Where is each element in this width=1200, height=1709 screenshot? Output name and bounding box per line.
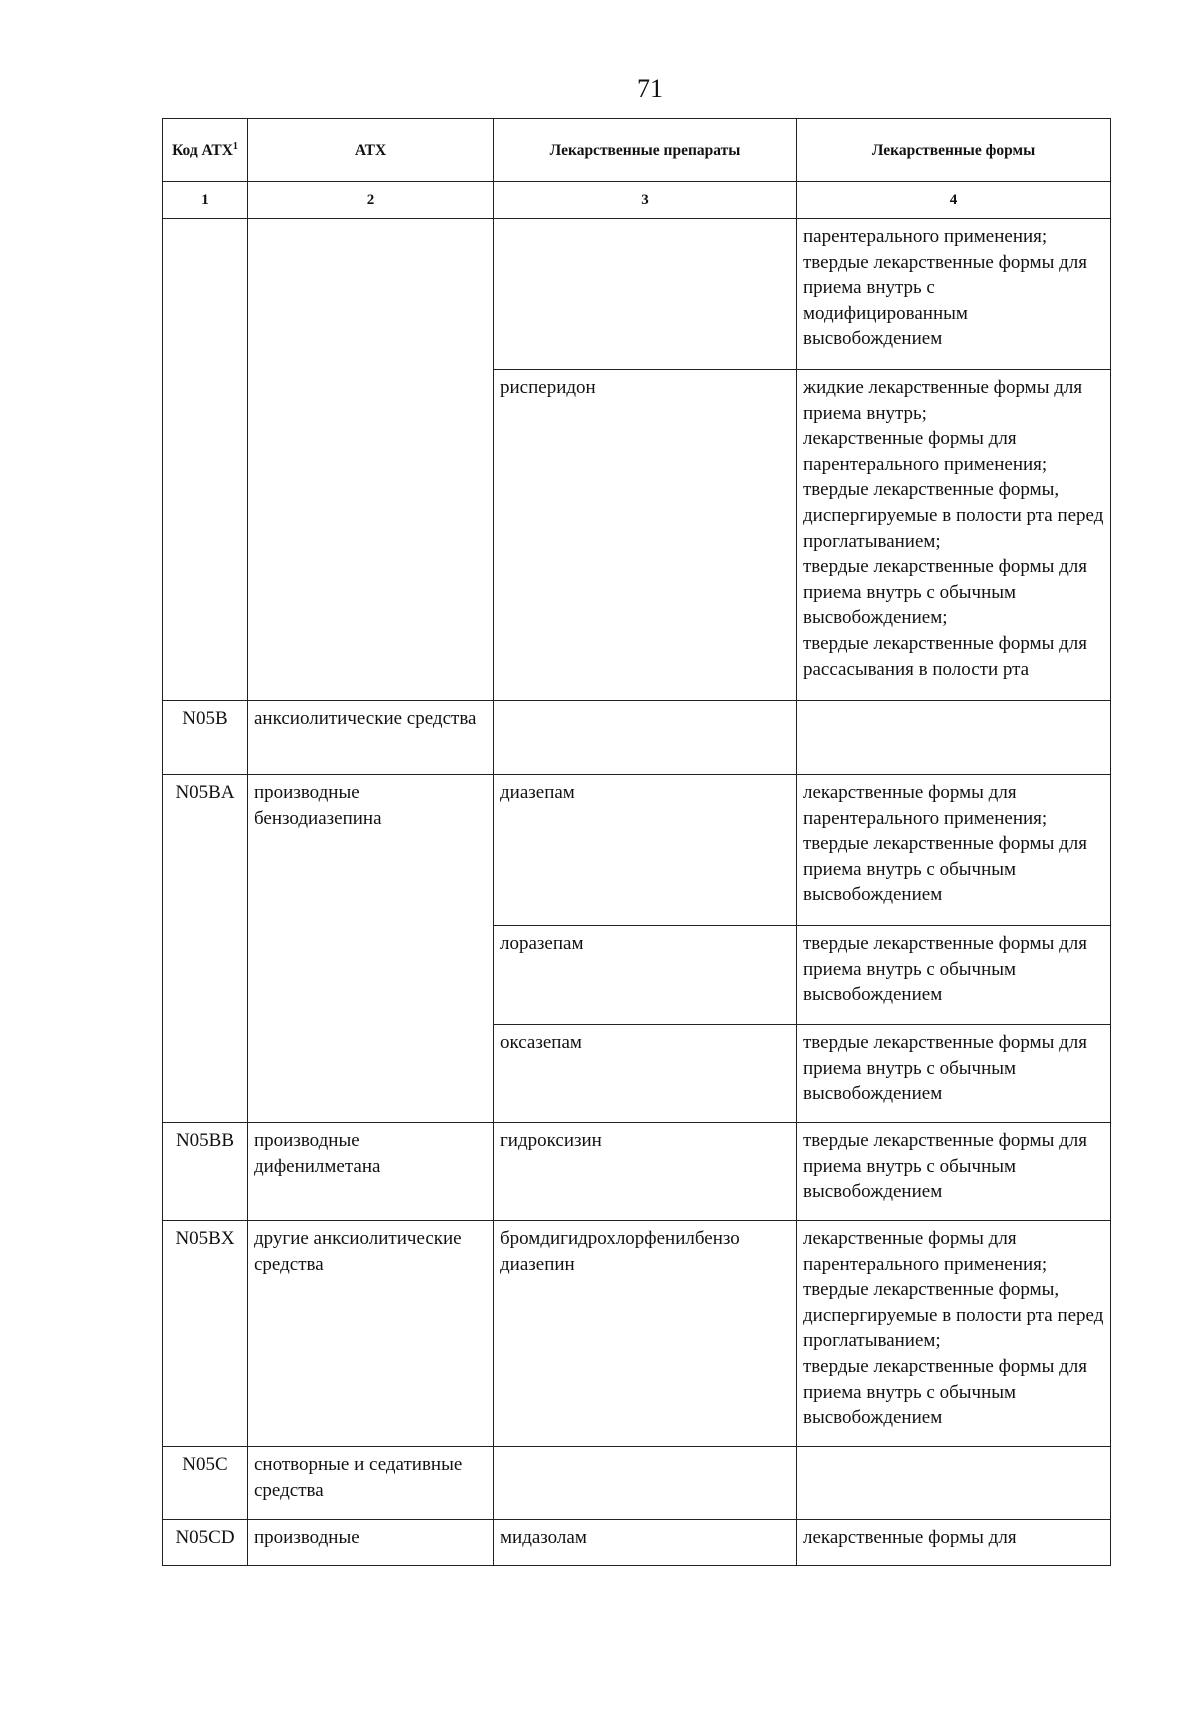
drug-cell: рисперидон: [494, 370, 797, 701]
atc-drug-table: [162, 118, 1111, 1566]
code-cell: N05CD: [163, 1520, 248, 1566]
atc-cell: [248, 219, 494, 701]
form-item: твердые лекарственные формы для приема внутрь с обычным высвобождением: [803, 1032, 1088, 1105]
form-item: твердые лекарственные формы для приема внутрь с модифицированным высвобождением: [803, 251, 1088, 350]
header-code: Код АТХ$^1$: [163, 119, 248, 182]
forms-cell: [797, 1447, 1111, 1520]
drug-cell: мидазолам: [494, 1520, 797, 1566]
footnote-marker: 1: [232, 140, 238, 152]
atc-cell: снотворные и седативные средства: [248, 1447, 494, 1520]
drug-cell: лоразепам: [494, 926, 797, 1025]
drug-cell: [494, 701, 797, 775]
drug-cell: оксазепам: [494, 1025, 797, 1123]
table-row: [163, 1221, 1111, 1447]
table-row: [163, 775, 1111, 926]
header-atc: АТХ: [248, 119, 494, 182]
drug-cell: гидроксизин: [494, 1123, 797, 1221]
column-number-row: [163, 182, 1111, 219]
forms-cell: [797, 775, 1111, 926]
form-item: твердые лекарственные формы для приема внутрь с обычным высвобождением: [803, 933, 1088, 1006]
form-item: твердые лекарственные формы для рассасывания в полости рта: [803, 632, 1088, 680]
drug-cell: бромдигидрохлорфенилбензо диазепин: [494, 1221, 797, 1447]
forms-cell: [797, 926, 1111, 1025]
atc-cell: производные дифенилметана: [248, 1123, 494, 1221]
table-row: [163, 1520, 1111, 1566]
code-cell: N05C: [163, 1447, 248, 1520]
form-item: твердые лекарственные формы, диспергируемые в полости рта перед проглатыванием;: [803, 479, 1104, 552]
atc-cell: производные бензодиазепина: [248, 775, 494, 1123]
form-item: твердые лекарственные формы, диспергируемые в полости рта перед проглатыванием;: [803, 1279, 1104, 1352]
header-forms: Лекарственные формы: [797, 119, 1111, 182]
forms-cell: [797, 1123, 1111, 1221]
form-item: твердые лекарственные формы для приема внутрь с обычным высвобождением: [803, 1130, 1088, 1203]
code-cell: [163, 219, 248, 701]
drug-cell: [494, 219, 797, 370]
forms-cell: [797, 219, 1111, 370]
atc-cell: другие анксиолитические средства: [248, 1221, 494, 1447]
column-number: 4: [797, 182, 1111, 219]
form-item: жидкие лекарственные формы для приема внутрь;: [803, 377, 1083, 424]
atc-cell: анксиолитические средства: [248, 701, 494, 775]
forms-cell: [797, 1520, 1111, 1566]
atc-cell: производные: [248, 1520, 494, 1566]
code-cell: N05B: [163, 701, 248, 775]
page-number: 71: [637, 74, 663, 103]
form-item: парентерального применения;: [803, 226, 1048, 247]
forms-cell: [797, 701, 1111, 775]
code-cell: N05BX: [163, 1221, 248, 1447]
code-cell: N05BA: [163, 775, 248, 1123]
forms-cell: [797, 1221, 1111, 1447]
form-item: лекарственные формы для парентерального применения;: [803, 782, 1048, 829]
drug-cell: [494, 1447, 797, 1520]
form-item: лекарственные формы для парентерального применения;: [803, 1228, 1048, 1275]
table-row: [163, 701, 1111, 775]
form-item: лекарственные формы для парентерального применения;: [803, 428, 1048, 475]
forms-cell: [797, 370, 1111, 701]
form-item: твердые лекарственные формы для приема внутрь с обычным высвобождением: [803, 1355, 1088, 1429]
forms-cell: [797, 1025, 1111, 1123]
table-row: [163, 219, 1111, 370]
column-number: 1: [163, 182, 248, 219]
table-header-row: [163, 119, 1111, 182]
form-item: твердые лекарственные формы для приема внутрь с обычным высвобождением;: [803, 556, 1088, 629]
column-number: 3: [494, 182, 797, 219]
header-drugs: Лекарственные препараты: [494, 119, 797, 182]
column-number: 2: [248, 182, 494, 219]
code-cell: N05BB: [163, 1123, 248, 1221]
drug-cell: диазепам: [494, 775, 797, 926]
form-item: твердые лекарственные формы для приема внутрь с обычным высвобождением: [803, 833, 1088, 906]
form-item: лекарственные формы для: [803, 1527, 1017, 1548]
table-row: [163, 1447, 1111, 1520]
table-row: [163, 1123, 1111, 1221]
